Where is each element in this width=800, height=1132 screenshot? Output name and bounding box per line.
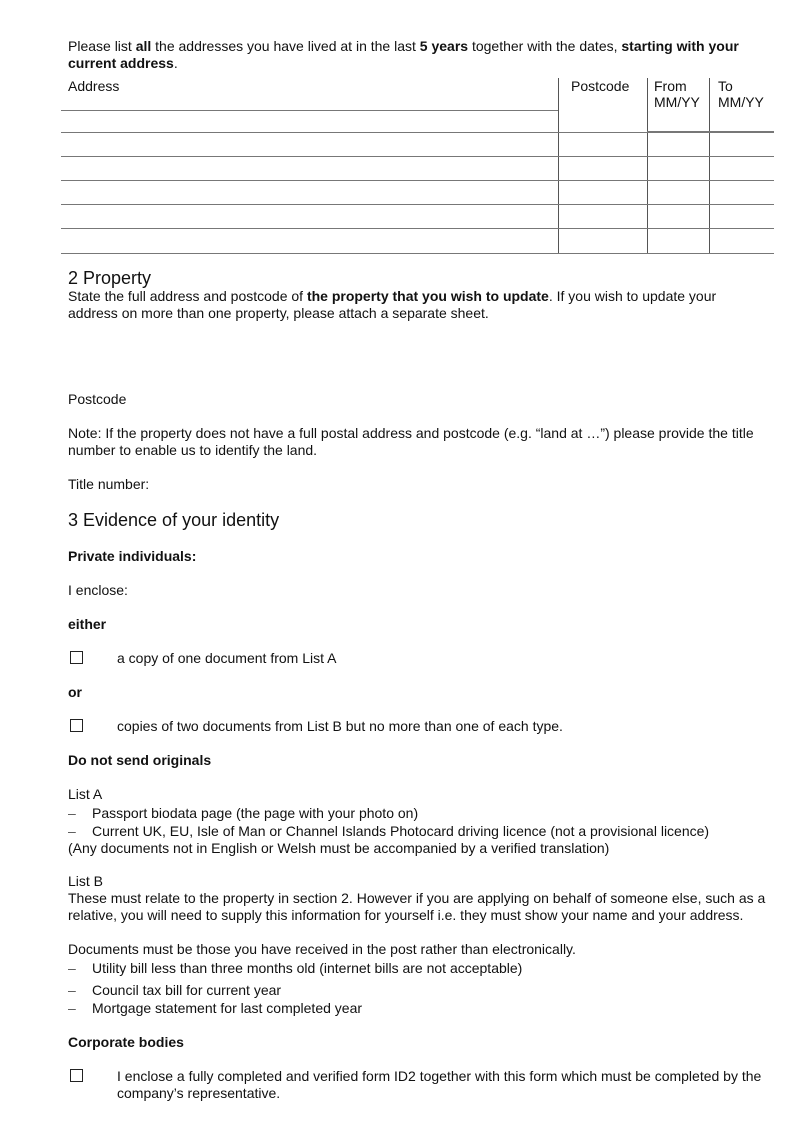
do-not-send-originals: Do not send originals	[68, 752, 212, 768]
list-item: – Current UK, EU, Isle of Man or Channel Islands Photocard driving licence (not a provisional licence)	[68, 823, 710, 839]
enclose-label: I enclose:	[68, 582, 128, 598]
property-postcode-label: Postcode	[68, 391, 127, 407]
either-label: either	[68, 616, 107, 632]
dash-bullet: –	[68, 960, 76, 976]
column-header-to: To MM/YY	[718, 78, 764, 110]
list-a-title: List A	[68, 786, 103, 802]
list-item: – Utility bill less than three months old (internet bills are not acceptable)	[68, 960, 523, 976]
corporate-bodies-heading: Corporate bodies	[68, 1034, 184, 1050]
dash-bullet: –	[68, 982, 76, 998]
private-individuals-heading: Private individuals:	[68, 548, 197, 564]
column-header-address: Address	[68, 78, 120, 94]
corporate-id2-checkbox[interactable]	[70, 1069, 83, 1082]
section-heading-property: 2 Property	[68, 268, 152, 288]
dash-bullet: –	[68, 805, 76, 821]
list-a-translation-note: (Any documents not in English or Welsh must be accompanied by a verified translation)	[68, 840, 610, 856]
title-number-label: Title number:	[68, 476, 150, 492]
list-b-option-label: copies of two documents from List B but no more than one of each type.	[117, 718, 563, 734]
table-row-line	[61, 180, 774, 181]
list-b-description: These must relate to the property in section 2. However if you are applying on behalf of someone else, such as a relative, you will need to supply this information for yourself i.e. they must show your name and your address.	[68, 890, 766, 923]
list-b-post-note: Documents must be those you have received in the post rather than electronically.	[68, 941, 576, 957]
table-row-line	[61, 132, 774, 133]
table-row-line	[61, 204, 774, 205]
table-row-line	[61, 228, 774, 229]
list-item: – Council tax bill for current year	[68, 982, 282, 998]
list-a-checkbox[interactable]	[70, 651, 83, 664]
list-item: – Passport biodata page (the page with your photo on)	[68, 805, 419, 821]
corporate-id2-option-label: I enclose a fully completed and verified form ID2 together with this form which must be completed by the company’s representative.	[117, 1068, 762, 1101]
address-history-table	[61, 76, 774, 254]
list-b-title: List B	[68, 873, 104, 889]
column-header-postcode: Postcode	[571, 78, 630, 94]
title-number-note: Note: If the property does not have a full postal address and postcode (e.g. “land at …”) please provide the title number to enable us to identify the land.	[68, 425, 754, 458]
table-row-line	[61, 156, 774, 157]
list-item: – Mortgage statement for last completed year	[68, 1000, 363, 1016]
dash-bullet: –	[68, 1000, 76, 1016]
header-underline	[61, 110, 558, 111]
column-header-from: From MM/YY	[654, 78, 700, 110]
address-history-instructions: Please list all the addresses you have lived at in the last 5 years together with the dates, starting with your current address.	[68, 38, 739, 71]
or-label: or	[68, 684, 82, 700]
list-b-checkbox[interactable]	[70, 719, 83, 732]
dash-bullet: –	[68, 823, 76, 839]
section-heading-identity: 3 Evidence of your identity	[68, 510, 280, 530]
table-row-line	[61, 253, 774, 254]
list-a-option-label: a copy of one document from List A	[117, 650, 337, 666]
property-instructions: State the full address and postcode of the property that you wish to update. If you wish to update your address on more than one property, please attach a separate sheet.	[68, 288, 717, 321]
